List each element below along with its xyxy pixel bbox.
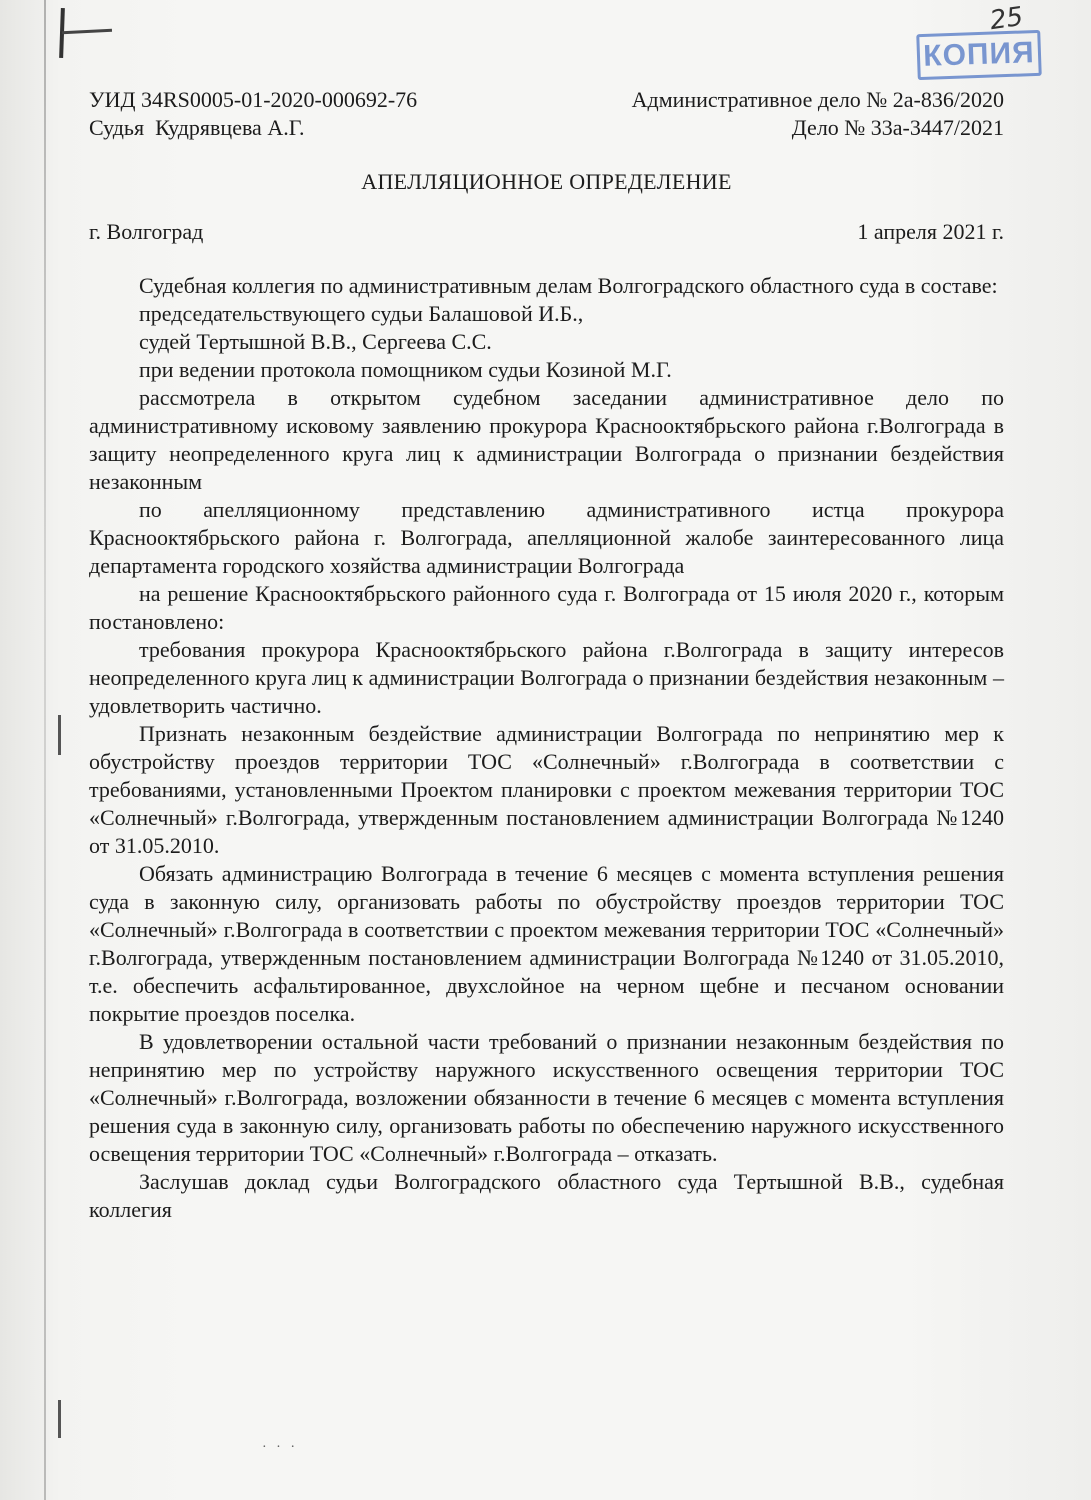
- scan-specks: · · ·: [262, 1440, 298, 1455]
- paragraph: по апелляционному представлению административного истца прокурора Краснооктябрьского района г. Волгограда, апелляционной жалобе заинтересованного лица департамента городского хозяйства администрации Волгограда: [89, 497, 1004, 578]
- admin-case-number: Административное дело № 2а-836/2020: [631, 87, 1004, 112]
- uid-number: УИД 34RS0005-01-2020-000692-76: [89, 87, 418, 112]
- place-date-row: [89, 218, 1004, 246]
- header-row-2: [89, 114, 1004, 142]
- paragraph: В удовлетворении остальной части требований о признании незаконным бездействия по непринятию мер по устройству наружного искусственного освещения территории ТОС «Солнечный» г.Волгограда, возложении обязанности в течение 6 месяцев с момента вступления решения суда в законную силу, организовать работы по обеспечению наружного искусственного освещения территории ТОС «Солнечный» г.Волгограда – отказать.: [89, 1029, 1004, 1166]
- document-title: АПЕЛЛЯЦИОННОЕ ОПРЕДЕЛЕНИЕ: [361, 169, 732, 194]
- judge-name: Судья Кудрявцева А.Г.: [89, 115, 305, 140]
- paragraph: Признать незаконным бездействие администрации Волгограда по непринятию мер к обустройству проездов территории ТОС «Солнечный» г.Волгограда в соответствии с требованиями, установленными Проектом планировки с проектом межевания территории ТОС «Солнечный» г.Волгограда, утвержденным постановлением администрации Волгограда №1240 от 31.05.2010.: [89, 721, 1004, 858]
- copy-stamp: КОПИЯ: [916, 30, 1042, 80]
- paragraph: Заслушав доклад судьи Волгоградского областного суда Тертышной В.В., судебная коллегия: [89, 1169, 1004, 1222]
- pen-mark: [62, 29, 112, 35]
- paragraph: требования прокурора Краснооктябрьского района г.Волгограда в защиту интересов неопределенного круга лиц к администрации Волгограда о признании бездействия незаконным – удовлетворить частично.: [89, 637, 1004, 718]
- place: г. Волгоград: [89, 219, 204, 244]
- paragraph: при ведении протокола помощником судьи Козиной М.Г.: [139, 357, 672, 382]
- paragraph: председательствующего судьи Балашовой И.Б.,: [139, 301, 584, 326]
- scan-edge-line: [44, 0, 46, 1500]
- paragraph: на решение Краснооктябрьского районного суда г. Волгограда от 15 июля 2020 г., которым постановлено:: [89, 581, 1004, 634]
- paragraph: Обязать администрацию Волгограда в течение 6 месяцев с момента вступления решения суда в законную силу, организовать работы по обустройству проездов территории ТОС «Солнечный» г.Волгограда в соответствии с проектом межевания территории ТОС «Солнечный» г.Волгограда, утвержденным постановлением администрации Волгограда №1240 от 31.05.2010, т.е. обеспечить асфальтированное, двухслойное на черном щебне и песчаном основании покрытие проездов поселка.: [89, 861, 1004, 1026]
- header-row-1: [89, 86, 1004, 114]
- document-body: [89, 86, 1004, 1224]
- paragraph: судей Тертышной В.В., Сергеева С.С.: [139, 329, 492, 354]
- margin-mark: [58, 715, 61, 755]
- date: 1 апреля 2021 г.: [857, 219, 1004, 244]
- paragraph: рассмотрела в открытом судебном заседании административное дело по административному исковому заявлению прокурора Краснооктябрьского района г.Волгограда в защиту неопределенного круга лиц к администрации Волгограда о признании бездействия незаконным: [89, 385, 1004, 494]
- appeal-case-number: Дело № 33а-3447/2021: [791, 115, 1004, 140]
- margin-mark: [58, 1400, 61, 1438]
- paragraph: Судебная коллегия по административным делам Волгоградского областного суда в составе:: [139, 273, 998, 298]
- handwritten-sheet-number: 25: [987, 1, 1025, 37]
